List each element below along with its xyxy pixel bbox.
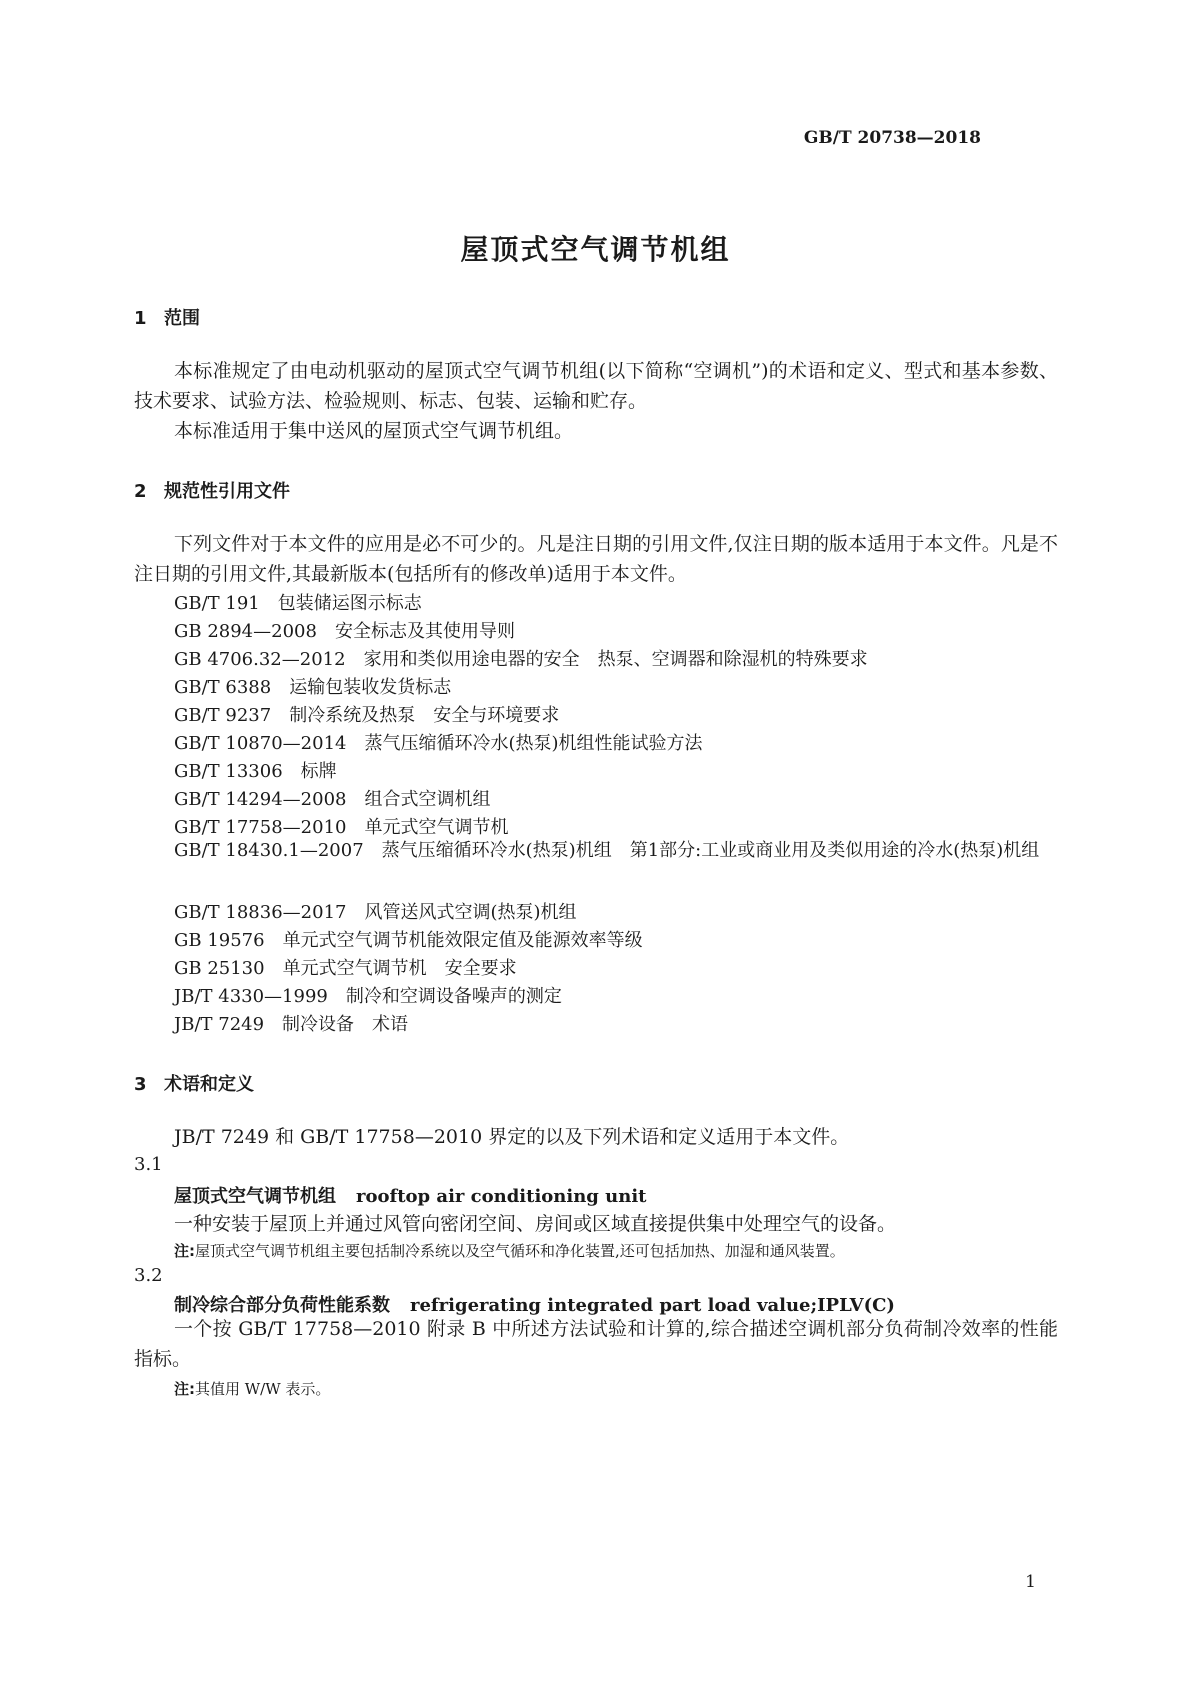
scope-paragraph-1: 本标准规定了由电动机驱动的屋顶式空气调节机组(以下简称“空调机”)的术语和定义、型式和基本参数、技术要求、试验方法、检验规则、标志、包装、运输和贮存。 <box>134 360 1058 412</box>
reference-code: GB/T 14294—2008 <box>174 789 347 810</box>
reference-title: 单元式空气调节机 安全要求 <box>282 958 517 979</box>
reference-code: GB 4706.32—2012 <box>174 649 346 670</box>
note-text: 屋顶式空气调节机组主要包括制冷系统以及空气循环和净化装置,还可包括加热、加湿和通风装置。 <box>195 1242 845 1260</box>
reference-code: GB 19576 <box>174 930 265 951</box>
reference-title: 制冷设备 术语 <box>282 1014 409 1035</box>
section-number: 2 <box>134 481 147 502</box>
reference-code: GB 2894—2008 <box>174 621 317 642</box>
document-title: 屋顶式空气调节机组 <box>460 233 731 266</box>
note-text: 其值用 W/W 表示。 <box>195 1380 331 1398</box>
reference-item <box>134 836 1058 866</box>
reference-title: 运输包装收发货标志 <box>289 677 452 698</box>
term-title-en: rooftop air conditioning unit <box>356 1186 647 1207</box>
term-note <box>174 1240 845 1261</box>
term-note <box>174 1378 330 1399</box>
reference-item <box>174 729 703 755</box>
reference-code: GB/T 17758—2010 <box>174 817 347 838</box>
terms-intro: JB/T 7249 和 GB/T 17758—2010 界定的以及下列术语和定义适用于本文件。 <box>174 1126 850 1148</box>
term-title-zh: 屋顶式空气调节机组 <box>174 1186 336 1207</box>
page-number: 1 <box>1025 1572 1036 1592</box>
reference-title: 单元式空气调节机 <box>364 817 509 838</box>
reference-item <box>174 589 422 615</box>
references-intro: 下列文件对于本文件的应用是必不可少的。凡是注日期的引用文件,仅注日期的版本适用于本文件。凡是不注日期的引用文件,其最新版本(包括所有的修改单)适用于本文件。 <box>134 533 1058 585</box>
term-title-zh: 制冷综合部分负荷性能系数 <box>174 1295 390 1316</box>
reference-item <box>174 954 517 980</box>
reference-code: GB/T 9237 <box>174 705 272 726</box>
reference-item <box>174 982 562 1008</box>
reference-title: 风管送风式空调(热泵)机组 <box>364 902 577 923</box>
reference-title: 制冷系统及热泵 安全与环境要求 <box>289 705 560 726</box>
reference-code: GB/T 13306 <box>174 761 283 782</box>
note-label: 注: <box>174 1380 195 1398</box>
term-number: 3.2 <box>134 1265 163 1286</box>
reference-item <box>174 926 643 952</box>
section-number: 1 <box>134 308 147 329</box>
term-definition: 一种安装于屋顶上并通过风管向密闭空间、房间或区域直接提供集中处理空气的设备。 <box>174 1213 897 1235</box>
reference-title: 蒸气压缩循环冷水(热泵)机组 第1部分:工业或商业用及类似用途的冷水(热泵)机组 <box>381 840 1040 861</box>
reference-item <box>174 757 337 783</box>
reference-item <box>174 673 451 699</box>
term-title-en: refrigerating integrated part load value;IPLV(C) <box>410 1295 895 1316</box>
term-number: 3.1 <box>134 1154 163 1175</box>
section-title: 范围 <box>164 308 200 329</box>
section-heading-normative-references <box>134 477 290 503</box>
standard-code: GB/T 20738—2018 <box>803 128 981 148</box>
section-heading-scope <box>134 304 200 330</box>
reference-code: JB/T 7249 <box>174 1014 265 1035</box>
reference-code: GB/T 191 <box>174 593 260 614</box>
reference-code: GB/T 6388 <box>174 677 272 698</box>
section-title: 规范性引用文件 <box>164 481 290 502</box>
reference-code: GB/T 18836—2017 <box>174 902 347 923</box>
reference-code: GB/T 10870—2014 <box>174 733 347 754</box>
section-heading-terms-definitions <box>134 1070 254 1096</box>
reference-title: 蒸气压缩循环冷水(热泵)机组性能试验方法 <box>364 733 703 754</box>
reference-title: 单元式空气调节机能效限定值及能源效率等级 <box>282 930 643 951</box>
term-definition: 一个按 GB/T 17758—2010 附录 B 中所述方法试验和计算的,综合描述空调机部分负荷制冷效率的性能指标。 <box>134 1318 1058 1370</box>
reference-item <box>174 785 490 811</box>
reference-title: 制冷和空调设备噪声的测定 <box>345 986 562 1007</box>
reference-code: JB/T 4330—1999 <box>174 986 328 1007</box>
term-title <box>174 1182 647 1208</box>
reference-code: GB 25130 <box>174 958 265 979</box>
reference-title: 标牌 <box>300 761 337 782</box>
reference-item <box>174 1010 408 1036</box>
note-label: 注: <box>174 1242 195 1260</box>
section-number: 3 <box>134 1074 147 1095</box>
scope-paragraph-2: 本标准适用于集中送风的屋顶式空气调节机组。 <box>174 420 574 442</box>
reference-item <box>174 898 577 924</box>
reference-item <box>174 617 515 643</box>
reference-code: GB/T 18430.1—2007 <box>174 840 364 861</box>
reference-item <box>174 701 559 727</box>
reference-title: 家用和类似用途电器的安全 热泵、空调器和除湿机的特殊要求 <box>363 649 868 670</box>
reference-title: 包装储运图示标志 <box>277 593 422 614</box>
section-title: 术语和定义 <box>164 1074 254 1095</box>
reference-title: 组合式空调机组 <box>364 789 491 810</box>
reference-title: 安全标志及其使用导则 <box>334 621 515 642</box>
reference-item <box>174 645 868 671</box>
